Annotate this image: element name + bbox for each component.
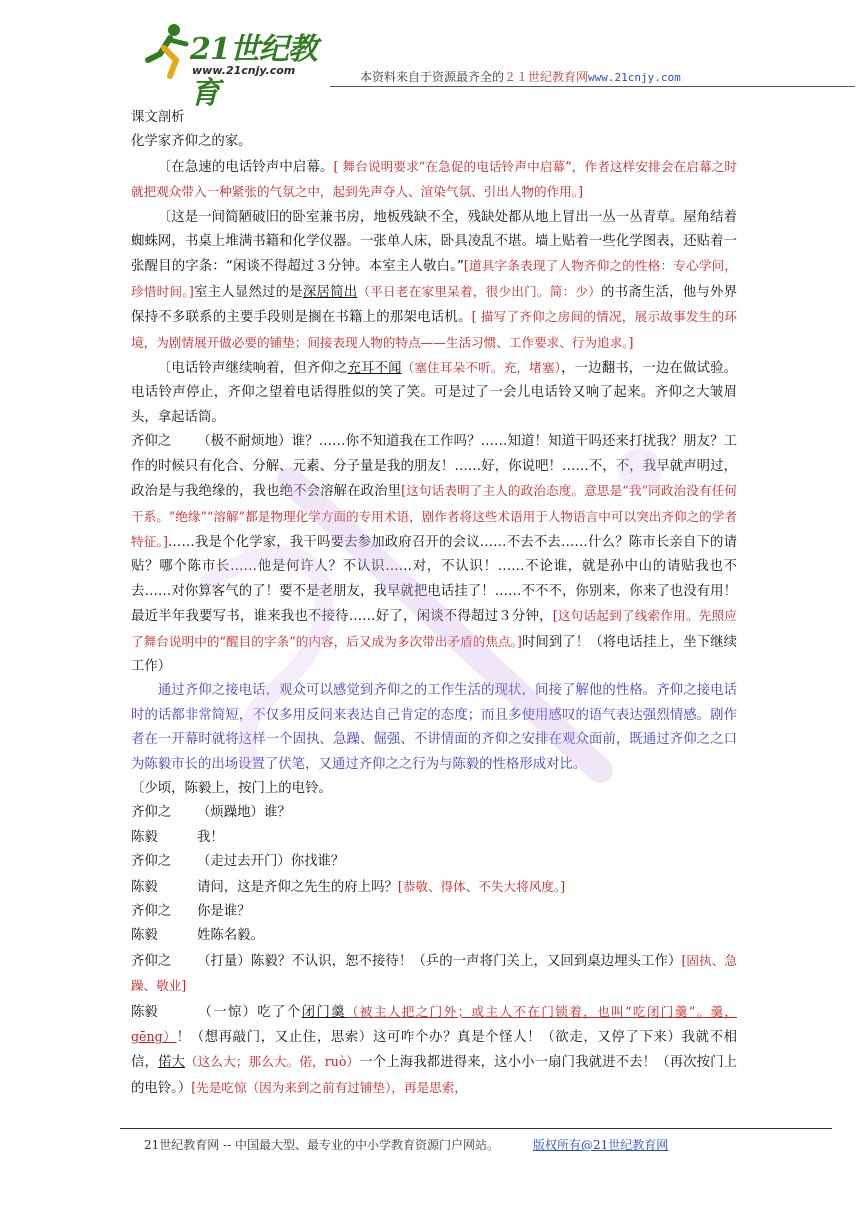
logo-url: www.21cnjy.com [192,64,296,77]
dialogue-text: （极不耐烦地）谁？……你不知道我在工作吗？……知道！知道干吗还来打扰我？朋友？工作的时候只有化合、分解、元素、分子量是我的朋友！……好，你说吧！……不，不，我早就声明过，政治是与我绝缘的，我也绝不会溶解在政治里 [131,434,737,500]
dialogue-line [131,875,737,900]
stage-text: 〔电话铃声继续响着，但齐仰之 [157,361,348,377]
header-tagline [360,68,681,85]
stage-direction-2 [131,206,737,356]
dialogue-text: 你是谁？ [197,904,251,919]
dialogue-text: 时间到了！（将电话挂上，坐下继续工作） [131,634,737,674]
speaker-name: 齐仰之 [131,434,172,450]
dialogue-line [131,826,737,850]
dialogue-text: 请问，这是齐仰之先生的府上吗？ [197,879,398,895]
dialogue-line [131,924,737,948]
tagline-prefix: 本资料来自于资源最齐全的 [360,70,505,84]
dialogue-text: ……我是个化学家，我干吗要去参加政府召开的会议……不去不去……什么？陈市长亲自下的请贴？哪个陈市长……他是何许人？不认识……对，不认识！……不论谁，就是孙中山的请贴我也不去……对你算客气的了！要不是老朋友，我早就把电话挂了！……不不不，你别来，你来了也没有用！最近半年我要写书，谁来我也不接待……好了，闲谈不得超过３分钟， [131,534,737,625]
dialogue-line [131,1000,737,1102]
footer-text: 21世纪教育网 -- 中国最大型、最专业的中小学教育资源门户网站。 [144,1138,500,1152]
footer-divider [120,1128,832,1129]
document-body [131,106,737,1101]
stage-direction-3 [131,356,737,430]
speaker-name: 陈毅 [131,928,158,944]
speaker-name: 齐仰之 [131,953,172,969]
dialogue-line [131,850,737,874]
tagline-url[interactable]: www.21cnjy.com [588,71,681,84]
stage-text: 〔在急速的电话铃声中启幕。 [157,159,334,175]
speaker-name: 陈毅 [131,1004,158,1020]
dialogue-text: 一个上海我都进得来，这小小一扇门我就进不去！（再次按门上的电铃。） [131,1055,738,1096]
stage-direction-1 [131,155,737,206]
annotation: [先是吃惊（因为来到之前有过铺垫），再是思索， [191,1079,467,1095]
dialogue-text: （打量）陈毅？不认识，恕不接待！（乒的一声将门关上，又回到桌边埋头工作） [197,953,682,969]
vocab-word: 深居简出 [302,284,358,300]
annotation: [恭敬、得体、不失大将风度。] [397,878,566,894]
annotation: [ 描写了齐仰之房间的情况，展示故事发生的环境，为剧情展开做必要的铺垫；间接表现人物的特点——生活习惯、工作要求、行为追求。] [131,309,737,350]
annotation: [固执、急躁、敬业] [131,952,737,994]
vocab-word: 偌大 [158,1055,185,1071]
analysis-paragraph: 通过齐仰之接电话，观众可以感觉到齐仰之的工作生活的现状，间接了解他的性格。齐仰之接电话时的话都非常简短，不仅多用反问来表达自己肯定的态度；而且多使用感叹的语气表达强烈情感。剧作者在一开幕时就将这样一个固执、急躁、倔强、不讲情面的齐仰之安排在观众面前，既通过齐仰之之口为陈毅市长的出场设置了伏笔，又通过齐仰之之行为与陈毅的性格形成对比。 [131,683,737,772]
vocab-word: 闭门羹 [301,1004,346,1020]
dialogue-text: （一惊）吃了个 [197,1004,302,1020]
tagline-site: ２１世纪教育网 [504,70,589,84]
vocab-word: 充耳不闻 [347,361,402,377]
annotation: （这么大；那么大。偌，ruò） [185,1054,360,1070]
scene-location: 化学家齐仰之的家。 [131,134,252,150]
page-footer [144,1136,668,1153]
site-logo[interactable] [140,20,340,111]
logo-text: 21世纪教育 [190,32,317,111]
speaker-name: 齐仰之 [131,904,172,919]
copyright-link[interactable]: 版权所有@21世纪教育网 [533,1138,669,1152]
annotation: （平日老在家里呆着，很少出门。简：少） [357,283,602,299]
annotation: （塞住耳朵不听。充，堵塞） [401,360,562,376]
annotation: [这句话表明了主人的政治态度。意思是“我”同政治没有任何干系。“绝缘”“溶解”都是物理化学方面的专用术语，剧作者将这些术语用于人物语言中可以突出齐仰之的学者特征。] [131,483,737,549]
stage-text: 室主人显然过的是 [193,284,303,300]
speaker-name: 陈毅 [131,879,158,895]
speaker-name: 陈毅 [131,829,158,845]
annotation: （被主人把之门外；或主人不在门锁着，也叫“吃闭门羹”。羹，gēng） [131,1003,738,1045]
annotation: [ 舞台说明要求“在急促的电话铃声中启幕”，作者这样安排会在启幕之时就把观众带入一种紧张的气氛之中，起到先声夺人、渲染气氛、引出人物的作用。] [131,158,737,200]
dialogue-line [131,949,737,1000]
speaker-name: 齐仰之 [131,805,172,821]
dialogue-line [131,430,737,679]
section-heading: 课文剖析 [131,110,185,125]
page-header [130,18,730,111]
dialogue-line [131,801,737,825]
stage-direction-4: 〔少顷，陈毅上，按门上的电铃。 [131,780,332,796]
stage-text: ，一边翻书，一边在做试验。电话铃声停止，齐仰之望着电话得胜似的笑了笑。可是过了一会儿电话铃又响了起来。齐仰之大皱眉头，拿起话筒。 [131,361,738,425]
header-divider [330,86,855,87]
annotation: [这句话起到了线索作用。先照应了舞台说明中的“醒目的字条”的内容，后又成为多次带出矛盾的焦点。] [131,608,738,649]
dialogue-text: 姓陈名毅。 [197,928,264,944]
stage-text: 的书斋生活，他与外界保持不多联系的主要手段则是搁在书籍上的那架电话机。 [131,284,738,326]
annotation: [道具字条表现了人物齐仰之的性格：专心学问，珍惜时间。] [131,258,737,299]
dialogue-text: （烦躁地）谁？ [197,805,291,821]
dialogue-text: 我！ [197,829,224,845]
dialogue-text: ！（想再敲门，又止住，思索）这可咋个办？真是个怪人！（欲走，又停了下来）我就不相信， [131,1030,738,1071]
dialogue-line [131,900,737,924]
stage-text: 〔这是一间简陋破旧的卧室兼书房，地板残缺不全，残缺处都从地上冒出一丛一丛青草。屋角结着蜘蛛网，书桌上堆满书籍和化学仪器。一张单人床，卧具凌乱不堪。墙上贴着一些化学图表，还贴着一张醒目的字条：“闲谈不得超过３分钟。本室主人敬白。” [131,209,737,275]
speaker-name: 齐仰之 [131,854,172,870]
dialogue-text: （走过去开门）你找谁？ [197,854,345,870]
